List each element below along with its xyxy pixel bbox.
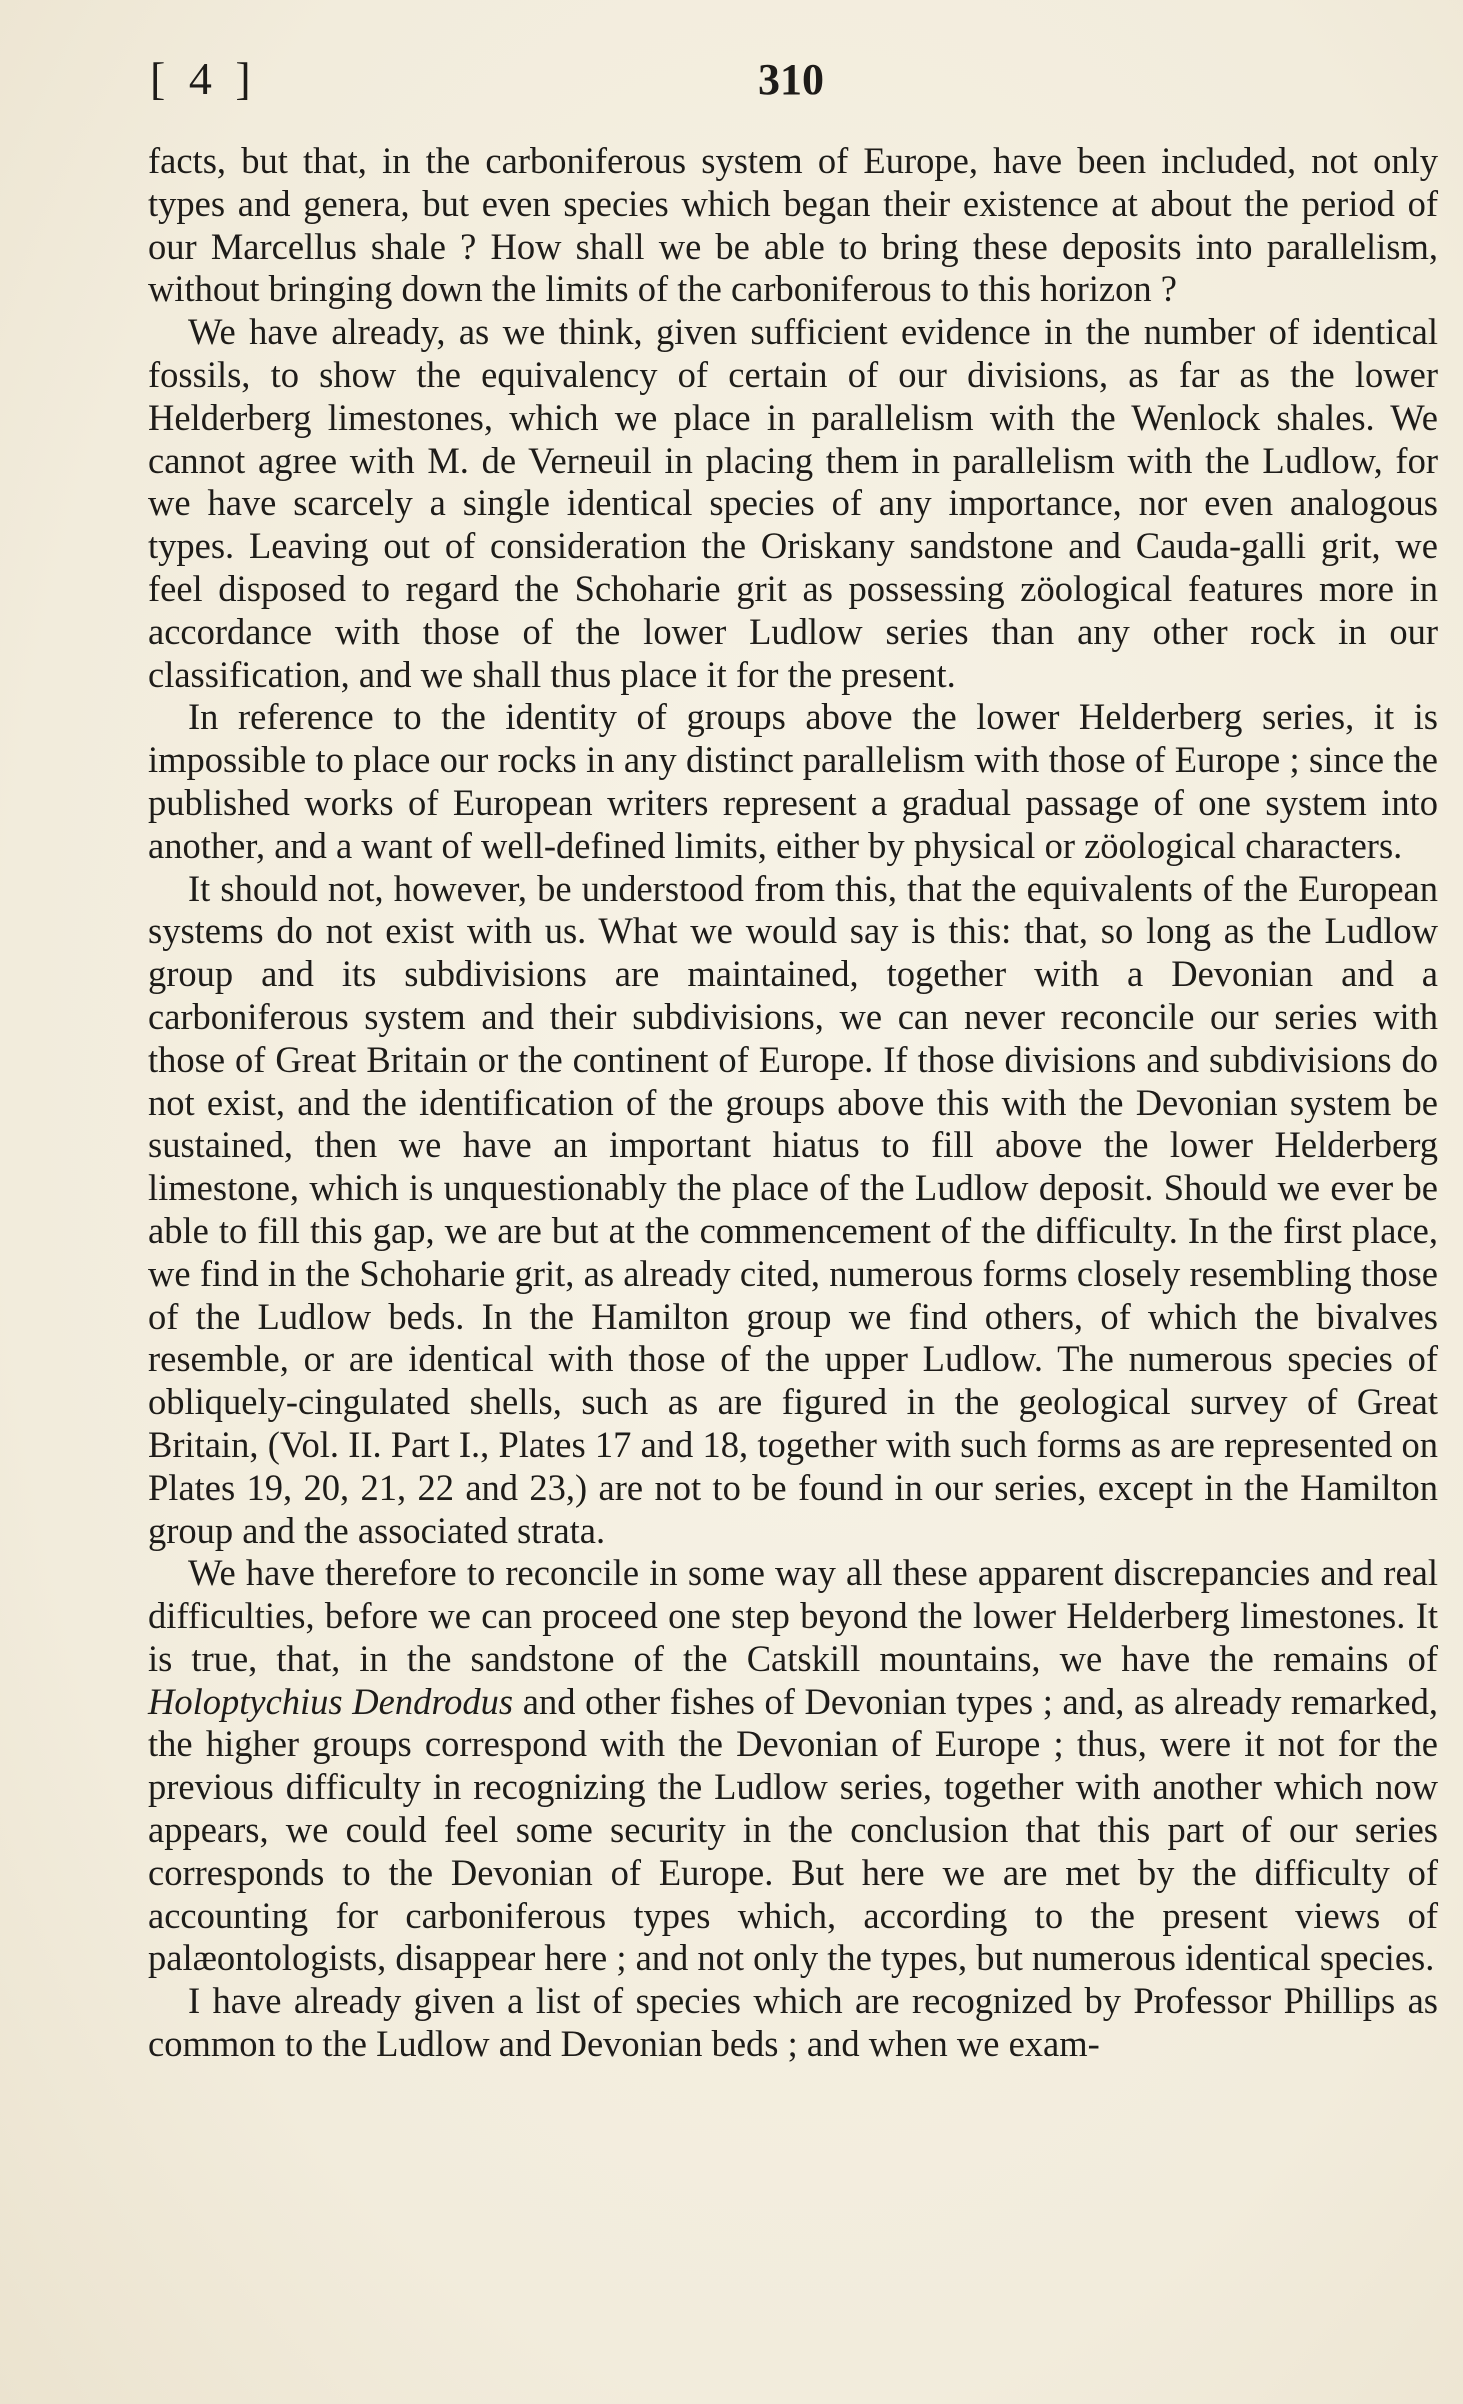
signature-mark: [ 4 ]: [150, 53, 257, 104]
paragraph-4: [148, 868, 1438, 1553]
species-name-italic: Holoptychius Dendrodus: [148, 1680, 514, 1722]
paragraph-1: [148, 140, 1438, 311]
paragraph-text: and other fishes of Devonian types ; and, as already remarked, the higher groups correspond with the Devonian of Europe ; thus, were it not for the previous difficulty in recognizing the Ludlow series, together with another which now appears, we could feel some security in the conclusion that this part of our series corresponds to the Devonian of Europe. But here we are met by the difficulty of accounting for carboniferous types which, according to the present views of palæontologists, disappear here ; and not only the types, but numerous identical species.: [148, 1680, 1438, 1979]
paragraph-5: [148, 1552, 1438, 1980]
paragraph-text: I have already given a list of species which are recognized by Professor Phillips as common to the Ludlow and Devonian beds ; and when we exam-: [148, 1980, 1438, 2065]
paragraph-6: [148, 1980, 1438, 2066]
paragraph-text: We have therefore to reconcile in some way all these apparent discrepancies and real difficulties, before we can proceed one step beyond the lower Helderberg limestones. It is true, that, in the sandstone of the Catskill mountains, we have the remains of: [148, 1552, 1438, 1679]
paragraph-3: [148, 696, 1438, 867]
paragraph-2: [148, 311, 1438, 696]
paragraph-text: It should not, however, be understood from this, that the equivalents of the European systems do not exist with us. What we would say is this: that, so long as the Ludlow group and its subdivisions are maintained, together with a Devonian and a carboniferous system and their subdivisions, we can never reconcile our series with those of Great Britain or the continent of Europe. If those divisions and subdivisions do not exist, and the identification of the groups above this with the Devonian system be sustained, then we have an important hiatus to fill above the lower Helderberg limestone, which is unquestionably the place of the Ludlow deposit. Should we ever be able to fill this gap, we are but at the commencement of the difficulty. In the first place, we find in the Schoharie grit, as already cited, numerous forms closely resembling those of the Ludlow beds. In the Hamilton group we find others, of which the bivalves resemble, or are identical with those of the upper Ludlow. The numerous species of obliquely-cingulated shells, such as are figured in the geological survey of Great Britain, (Vol. II. Part I., Plates 17 and 18, together with such forms as are represented on Plates 19, 20, 21, 22 and 23,) are not to be found in our series, except in the Hamilton group and the associated strata.: [148, 867, 1438, 1551]
body-text: [148, 140, 1438, 2066]
page-number: 310: [758, 55, 824, 104]
page-header: [150, 52, 1393, 112]
paragraph-text: facts, but that, in the carboniferous system of Europe, have been included, not only types and genera, but even species which began their existence at about the period of our Marcellus shale ? How shall we be able to bring these deposits into parallelism, without bringing down the limits of the carboniferous to this horizon ?: [148, 140, 1438, 310]
paragraph-text: In reference to the identity of groups above the lower Helderberg series, it is impossible to place our rocks in any distinct parallelism with those of Europe ; since the published works of European writers represent a gradual passage of one system into another, and a want of well-defined limits, either by physical or zöological characters.: [148, 696, 1438, 866]
paragraph-text: We have already, as we think, given sufficient evidence in the number of identical fossils, to show the equivalency of certain of our divisions, as far as the lower Helderberg limestones, which we place in parallelism with the Wenlock shales. We cannot agree with M. de Verneuil in placing them in parallelism with the Ludlow, for we have scarcely a single identical species of any importance, nor even analogous types. Leaving out of consideration the Oriskany sandstone and Cauda-galli grit, we feel disposed to regard the Schoharie grit as possessing zöological features more in accordance with those of the lower Ludlow series than any other rock in our classification, and we shall thus place it for the present.: [148, 311, 1438, 695]
